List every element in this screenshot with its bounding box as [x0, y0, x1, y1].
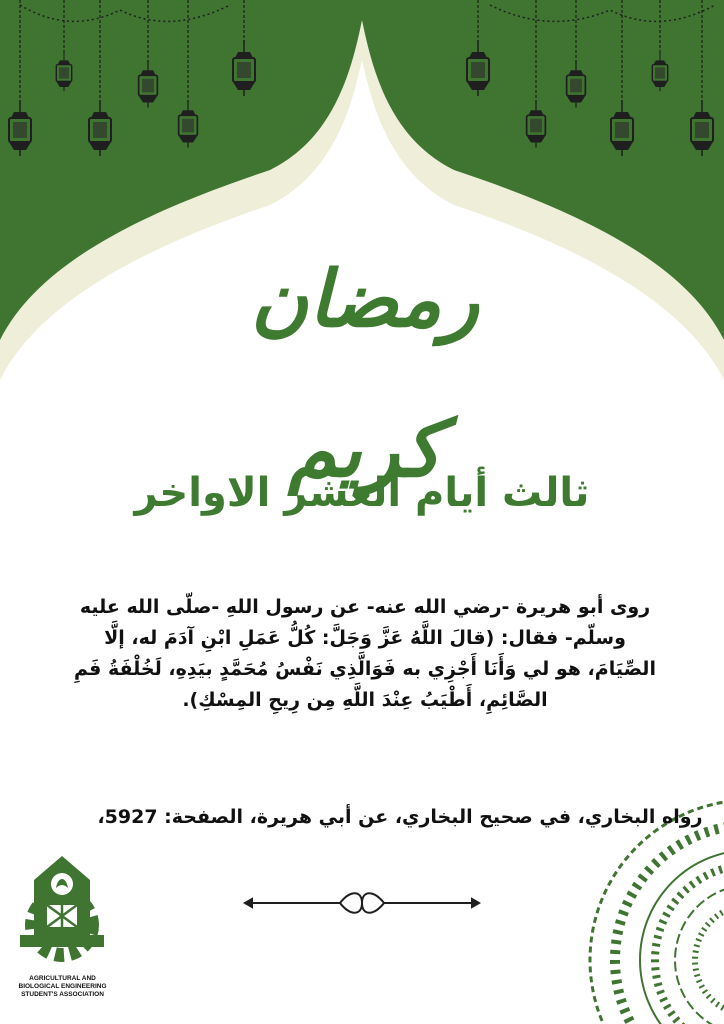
association-name-line: BIOLOGICAL ENGINEERING [18, 983, 107, 990]
ramadan-kareem-calligraphy [195, 225, 535, 495]
association-name [0, 975, 125, 999]
hadith-text: روى أبو هريرة -رضي الله عنه- عن رسول اللهِ -صلّى الله عليه وسلّم- فقال: (قالَ اللَّهُ عَزَّ وَجَلَّ: كُلُّ عَمَلِ ابْنِ آدَمَ له، إلَّا الصِّيَامَ، هو لي وَأَنَا أَجْزِي به فَوَالَّذِي نَفْسُ مُحَمَّدٍ بيَدِهِ، لَخُلْفَةُ فَمِ الصَّائِمِ، أَطْيَبُ عِنْدَ اللَّهِ مِن رِيحِ المِسْكِ). [74, 596, 656, 711]
page-title: ثالث أيام العشر الاواخر [134, 470, 590, 516]
hadith-source: رواه البخاري، في صحيح البخاري، عن أبي هريرة، الصفحة: 5927، [97, 806, 703, 828]
association-name-line: STUDENT'S ASSOCIATION [21, 991, 104, 998]
greeting-text: رمضان كريم [250, 254, 480, 495]
association-name-line: AGRICULTURAL AND [29, 975, 96, 982]
